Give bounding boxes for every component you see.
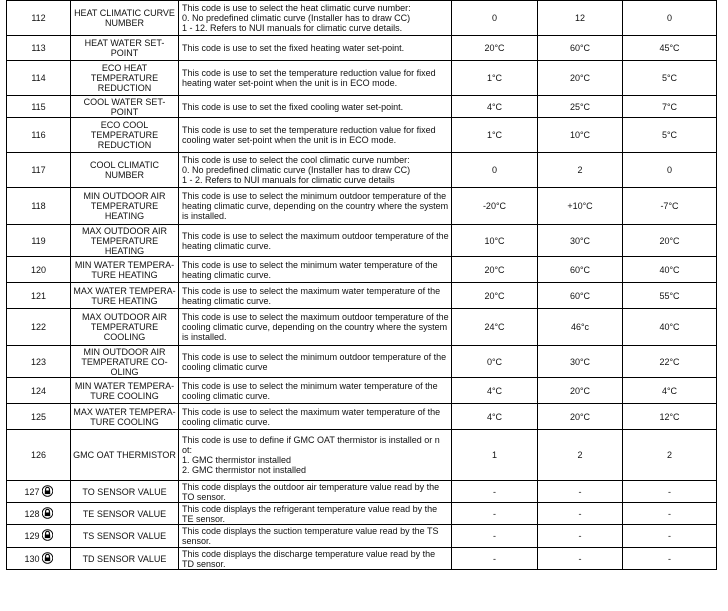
min-value: 20°C [452, 257, 538, 283]
table-row [7, 548, 717, 570]
parameter-description: This code is use to select the heat climatic curve number: 0. No predefined climatic curve (Installer has to draw CC) 1 - 12. Refers to NUI manuals for climatic curve details. [179, 1, 452, 36]
parameter-description: This code is use to define if GMC OAT thermistor is installed or n ot: 1. GMC thermistor installed 2. GMC thermistor not installed [179, 430, 452, 481]
parameter-description: This code is use to set the fixed heating water set-point. [179, 36, 452, 61]
max-value: 12 [538, 1, 623, 36]
code-number: 124 [30, 385, 47, 396]
parameter-name: ECO HEAT TEMPERATURE REDUCTION [71, 61, 179, 96]
code-number: 129 [24, 531, 40, 541]
parameter-name: TD SENSOR VALUE [71, 548, 179, 570]
parameter-name: HEAT CLIMATIC CURVE NUMBER [71, 1, 179, 36]
code-number: 123 [30, 356, 47, 367]
min-value: 20°C [452, 283, 538, 309]
parameter-description: This code is use to select the maximum outdoor temperature of the cooling climatic curve, depending on the country where the system is installed. [179, 309, 452, 346]
code-number: 113 [31, 43, 46, 53]
padlock-icon [42, 485, 53, 499]
code-number: 114 [31, 73, 46, 83]
code-number: 115 [31, 101, 46, 112]
parameter-description: This code is use to set the temperature reduction value for fixed cooling water set-point when the unit is in ECO mode. [179, 118, 452, 153]
default-value: 0 [623, 153, 717, 188]
min-value: 4°C [452, 404, 538, 430]
max-value: 10°C [538, 118, 623, 153]
padlock-icon [42, 507, 53, 521]
parameter-description: This code is use to set the fixed cooling water set-point. [179, 96, 452, 118]
code-cell [7, 225, 71, 257]
default-value: 22°C [623, 346, 717, 378]
max-value: 25°C [538, 96, 623, 118]
table-row [7, 1, 717, 36]
parameter-description: This code is use to select the minimum outdoor temperature of the cooling climatic curve [179, 346, 452, 378]
code-number: 122 [30, 322, 47, 332]
parameter-description: This code displays the suction temperature value read by the TS sensor. [179, 525, 452, 548]
code-number: 128 [24, 508, 40, 519]
default-value: 4°C [623, 378, 717, 404]
max-value: 46°c [538, 309, 623, 346]
min-value: 1°C [452, 118, 538, 153]
max-value: - [538, 548, 623, 570]
parameter-name: TE SENSOR VALUE [71, 503, 179, 525]
code-number: 125 [30, 411, 47, 422]
min-value: 1°C [452, 61, 538, 96]
default-value: - [623, 548, 717, 570]
parameter-name: MAX OUTDOOR AIR TEMPERATURE COOLING [71, 309, 179, 346]
min-value: - [452, 525, 538, 548]
table-row [7, 525, 717, 548]
min-value: 24°C [452, 309, 538, 346]
min-value: -20°C [452, 188, 538, 225]
max-value: - [538, 525, 623, 548]
code-number: 118 [31, 201, 46, 211]
default-value: - [623, 481, 717, 503]
code-number: 126 [30, 450, 47, 460]
max-value: 20°C [538, 404, 623, 430]
parameter-name: TS SENSOR VALUE [71, 525, 179, 548]
table-row [7, 118, 717, 153]
default-value: 0 [623, 1, 717, 36]
min-value: - [452, 548, 538, 570]
default-value: 7°C [623, 96, 717, 118]
max-value: - [538, 503, 623, 525]
table-row [7, 378, 717, 404]
code-cell [7, 96, 71, 118]
max-value: 60°C [538, 36, 623, 61]
table-row [7, 257, 717, 283]
parameter-name: MIN OUTDOOR AIR TEMPERATURE HEATING [71, 188, 179, 225]
parameter-name: COOL WATER SET-POINT [71, 96, 179, 118]
parameter-description: This code is use to select the minimum water temperature of the cooling climatic curve. [179, 378, 452, 404]
code-cell [7, 525, 71, 548]
table-row [7, 309, 717, 346]
max-value: 20°C [538, 61, 623, 96]
parameter-description: This code displays the discharge temperature value read by the TD sensor. [179, 548, 452, 570]
code-cell [7, 257, 71, 283]
min-value: 4°C [452, 96, 538, 118]
code-cell [7, 346, 71, 378]
code-cell [7, 548, 71, 570]
table-row [7, 283, 717, 309]
max-value: 30°C [538, 346, 623, 378]
table-row [7, 96, 717, 118]
max-value: 20°C [538, 378, 623, 404]
code-number: 119 [31, 235, 46, 246]
default-value: 40°C [623, 309, 717, 346]
code-number: 117 [31, 165, 46, 175]
min-value: 20°C [452, 36, 538, 61]
max-value: +10°C [538, 188, 623, 225]
code-number: 116 [31, 130, 46, 140]
table-row [7, 61, 717, 96]
min-value: 0 [452, 153, 538, 188]
code-cell [7, 36, 71, 61]
parameter-description: This code displays the refrigerant temperature value read by the TE sensor. [179, 503, 452, 525]
parameter-name: ECO COOL TEMPERATURE REDUCTION [71, 118, 179, 153]
code-number: 112 [31, 13, 46, 23]
default-value: - [623, 503, 717, 525]
table-row [7, 430, 717, 481]
max-value: - [538, 481, 623, 503]
table-row [7, 188, 717, 225]
code-cell [7, 309, 71, 346]
parameter-name: MIN WATER TEMPERA- TURE HEATING [71, 257, 179, 283]
parameter-description: This code is use to select the maximum water temperature of the cooling climatic curve. [179, 404, 452, 430]
padlock-icon [42, 529, 53, 543]
parameter-description: This code is use to select the minimum outdoor temperature of the heating climatic curve, depending on the country where the system is installed. [179, 188, 452, 225]
max-value: 60°C [538, 257, 623, 283]
parameter-name: MAX WATER TEMPERA- TURE HEATING [71, 283, 179, 309]
table-row [7, 225, 717, 257]
table-row [7, 404, 717, 430]
parameter-description: This code is use to select the cool climatic curve number: 0. No predefined climatic curve (Installer has to draw CC) 1 - 2. Refers to NUI manuals for climatic curve details [179, 153, 452, 188]
min-value: - [452, 503, 538, 525]
code-cell [7, 503, 71, 525]
parameter-description: This code is use to set the temperature reduction value for fixed heating water set-point when the unit is in ECO mode. [179, 61, 452, 96]
code-number: 130 [24, 553, 40, 564]
default-value: 12°C [623, 404, 717, 430]
code-cell [7, 404, 71, 430]
default-value: 5°C [623, 61, 717, 96]
max-value: 2 [538, 430, 623, 481]
default-value: - [623, 525, 717, 548]
min-value: 4°C [452, 378, 538, 404]
parameter-name: MIN WATER TEMPERA- TURE COOLING [71, 378, 179, 404]
code-cell [7, 118, 71, 153]
code-number: 121 [30, 290, 47, 301]
parameter-description: This code is use to select the minimum water temperature of the heating climatic curve. [179, 257, 452, 283]
parameter-table [6, 0, 717, 570]
default-value: 40°C [623, 257, 717, 283]
default-value: 45°C [623, 36, 717, 61]
default-value: 20°C [623, 225, 717, 257]
table-row [7, 36, 717, 61]
parameter-description: This code is use to select the maximum water temperature of the heating climatic curve. [179, 283, 452, 309]
min-value: 10°C [452, 225, 538, 257]
parameter-name: MIN OUTDOOR AIR TEMPERATURE CO- OLING [71, 346, 179, 378]
parameter-name: MAX WATER TEMPERA- TURE COOLING [71, 404, 179, 430]
parameter-name: HEAT WATER SET-POINT [71, 36, 179, 61]
min-value: 1 [452, 430, 538, 481]
parameter-description: This code is use to select the maximum outdoor temperature of the heating climatic curve. [179, 225, 452, 257]
code-cell [7, 188, 71, 225]
table-row [7, 153, 717, 188]
default-value: 55°C [623, 283, 717, 309]
code-cell [7, 430, 71, 481]
min-value: 0°C [452, 346, 538, 378]
min-value: - [452, 481, 538, 503]
parameter-name: TO SENSOR VALUE [71, 481, 179, 503]
table-row [7, 346, 717, 378]
padlock-icon [42, 552, 53, 566]
code-cell [7, 481, 71, 503]
default-value: 5°C [623, 118, 717, 153]
code-cell [7, 153, 71, 188]
code-number: 127 [24, 486, 40, 497]
code-cell [7, 378, 71, 404]
table-row [7, 503, 717, 525]
parameter-name: COOL CLIMATIC NUMBER [71, 153, 179, 188]
code-cell [7, 1, 71, 36]
max-value: 2 [538, 153, 623, 188]
min-value: 0 [452, 1, 538, 36]
table-row [7, 481, 717, 503]
max-value: 30°C [538, 225, 623, 257]
code-number: 120 [30, 264, 47, 275]
default-value: 2 [623, 430, 717, 481]
parameter-table-body [7, 1, 717, 570]
code-cell [7, 283, 71, 309]
max-value: 60°C [538, 283, 623, 309]
default-value: -7°C [623, 188, 717, 225]
parameter-name: GMC OAT THERMISTOR [71, 430, 179, 481]
parameter-description: This code displays the outdoor air temperature value read by the TO sensor. [179, 481, 452, 503]
code-cell [7, 61, 71, 96]
parameter-name: MAX OUTDOOR AIR TEMPERATURE HEATING [71, 225, 179, 257]
